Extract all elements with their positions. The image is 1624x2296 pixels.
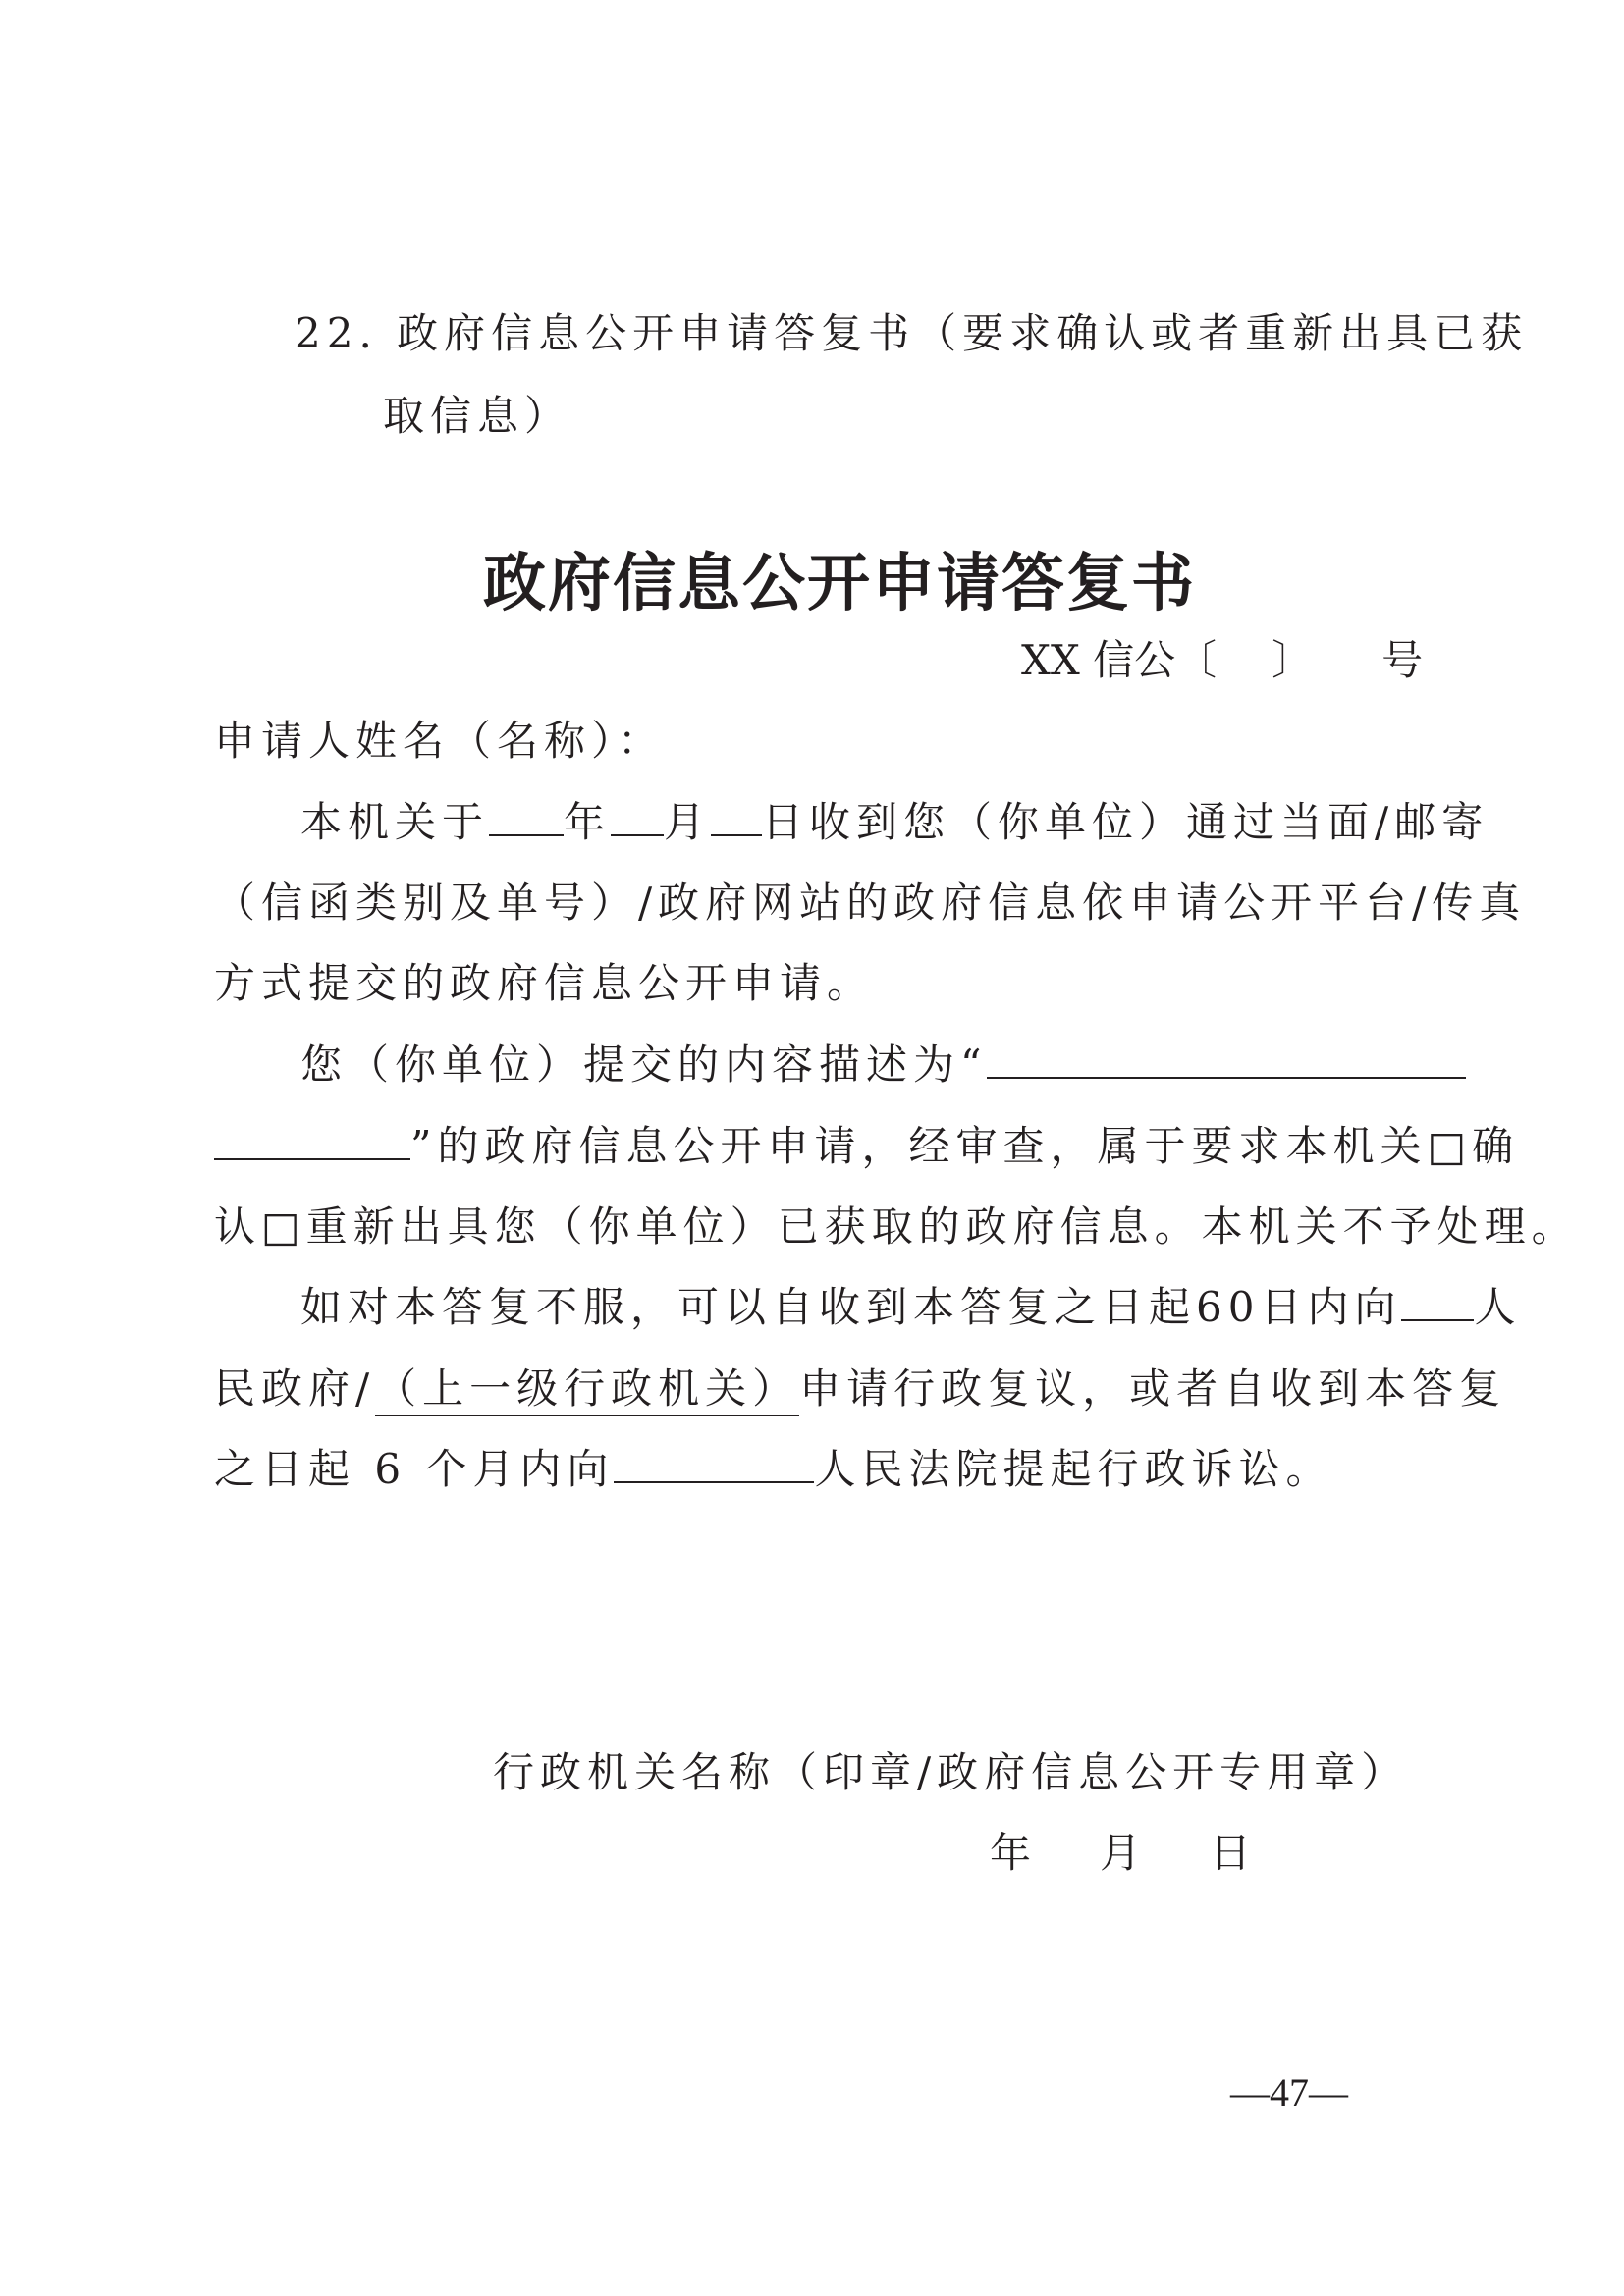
para1-line2: （信函类别及单号）/政府网站的政府信息依申请公开平台/传真: [214, 879, 1527, 927]
para3-line1: [300, 1280, 1521, 1335]
document-title: 政府信息公开申请答复书: [483, 547, 1196, 620]
government-blank: [1401, 1286, 1474, 1321]
signature-date: [990, 1826, 1251, 1881]
para1-line1: [300, 795, 1489, 850]
para1-month-label: 月: [664, 798, 712, 846]
signature-month: 月: [1100, 1829, 1142, 1877]
doc-number-mid: 〕: [1272, 636, 1314, 684]
doc-number-suffix: 号: [1381, 636, 1424, 684]
day-blank: [711, 801, 762, 836]
para1-line3: 方式提交的政府信息公开申请。: [214, 959, 875, 1007]
para1-year-label: 年: [564, 798, 612, 846]
para3-text-g: 人民法院提起行政诉讼。: [814, 1445, 1333, 1493]
superior-agency-underlined: （上一级行政机关）: [375, 1364, 799, 1416]
para3-text-f: 之日起 6 个月内向: [214, 1445, 615, 1493]
para2-line3: 认□重新出具您（你单位）已获取的政府信息。本机关不予处理。: [214, 1202, 1579, 1251]
para3-text-c: 民政府/: [214, 1364, 376, 1413]
document-number: [1021, 633, 1423, 688]
para2-text-a: 您（你单位）提交的内容描述为“: [300, 1041, 988, 1089]
para1-text-a: 本机关于: [300, 798, 490, 846]
section-heading-line2: 取信息）: [383, 392, 572, 440]
para3-text-b: 人: [1474, 1283, 1522, 1331]
para3-text-a: 如对本答复不服，可以自收到本答复之日起60日内向: [300, 1283, 1402, 1331]
recipient-label: 申请人姓名（名称）：: [214, 717, 666, 765]
content-description-blank-2: [214, 1125, 410, 1160]
para3-line3: [214, 1442, 1332, 1497]
para2-text-b: ”的政府信息公开申请，经审查，属于要求本机关□确: [410, 1122, 1520, 1170]
para3-line2: [214, 1362, 1506, 1416]
signature-day: 日: [1210, 1829, 1252, 1877]
year-blank: [489, 801, 564, 836]
court-blank: [614, 1448, 814, 1483]
signature-year: 年: [990, 1829, 1032, 1877]
para3-text-e: 申请行政复议，或者自收到本答复: [799, 1364, 1507, 1413]
doc-number-prefix: XX 信公〔: [1021, 636, 1218, 684]
content-description-blank-1: [987, 1043, 1466, 1079]
section-heading-line1: 22. 政府信息公开申请答复书（要求确认或者重新出具已获: [295, 309, 1529, 357]
page-number: —47—: [1230, 2070, 1348, 2114]
para1-text-d: 日收到您（你单位）通过当面/邮寄: [762, 798, 1489, 846]
month-blank: [611, 801, 664, 836]
para2-line2: [214, 1119, 1519, 1174]
para2-line1: [300, 1038, 1466, 1093]
signature-org: 行政机关名称（印章/政府信息公开专用章）: [493, 1748, 1409, 1796]
